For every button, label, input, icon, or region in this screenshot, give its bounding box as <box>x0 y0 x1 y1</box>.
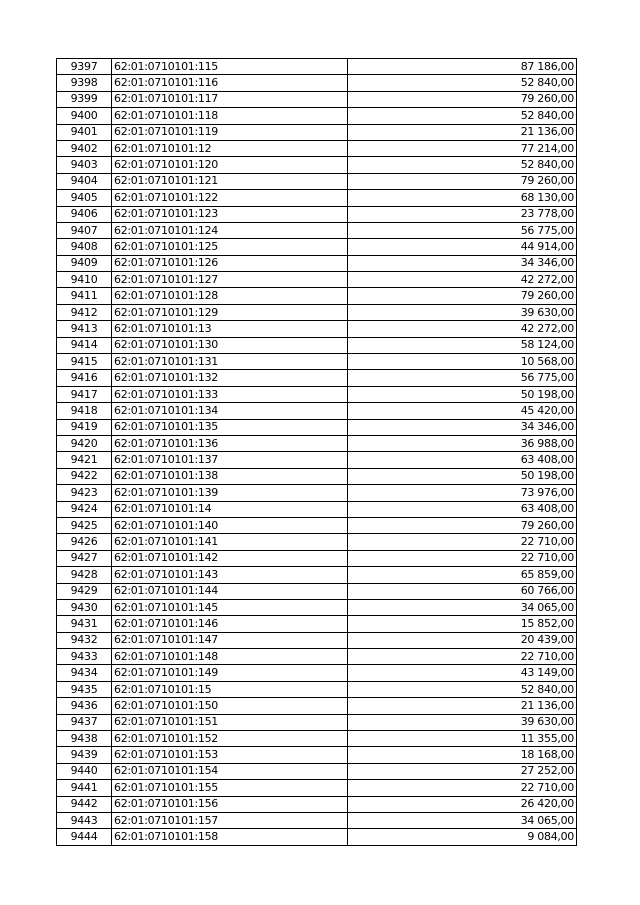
table-row <box>57 812 577 828</box>
row-number-cell: 9418 <box>57 403 112 419</box>
table-row <box>57 829 577 845</box>
cadastral-value-cell: 79 260,00 <box>348 288 577 304</box>
cadastral-value-cell: 52 840,00 <box>348 75 577 91</box>
cadastral-number-cell: 62:01:0710101:134 <box>112 403 348 419</box>
cadastral-number-cell: 62:01:0710101:126 <box>112 255 348 271</box>
table-row <box>57 649 577 665</box>
table-row <box>57 583 577 599</box>
cadastral-value-cell: 21 136,00 <box>348 698 577 714</box>
cadastral-number-cell: 62:01:0710101:136 <box>112 435 348 451</box>
row-number-cell: 9408 <box>57 239 112 255</box>
cadastral-number-cell: 62:01:0710101:137 <box>112 452 348 468</box>
row-number-cell: 9401 <box>57 124 112 140</box>
cadastral-value-cell: 44 914,00 <box>348 239 577 255</box>
cadastral-number-cell: 62:01:0710101:142 <box>112 550 348 566</box>
table-row <box>57 173 577 189</box>
table-row <box>57 288 577 304</box>
cadastral-number-cell: 62:01:0710101:144 <box>112 583 348 599</box>
row-number-cell: 9428 <box>57 567 112 583</box>
table-body <box>57 59 577 846</box>
cadastral-number-cell: 62:01:0710101:122 <box>112 190 348 206</box>
row-number-cell: 9444 <box>57 829 112 845</box>
table-row <box>57 485 577 501</box>
table-row <box>57 517 577 533</box>
table-row <box>57 747 577 763</box>
row-number-cell: 9441 <box>57 780 112 796</box>
cadastral-number-cell: 62:01:0710101:140 <box>112 517 348 533</box>
table-row <box>57 140 577 156</box>
cadastral-value-cell: 22 710,00 <box>348 534 577 550</box>
table-row <box>57 567 577 583</box>
table-row <box>57 468 577 484</box>
table-row <box>57 190 577 206</box>
cadastral-value-cell: 50 198,00 <box>348 386 577 402</box>
table-row <box>57 321 577 337</box>
row-number-cell: 9440 <box>57 763 112 779</box>
cadastral-number-cell: 62:01:0710101:128 <box>112 288 348 304</box>
row-number-cell: 9426 <box>57 534 112 550</box>
cadastral-value-cell: 27 252,00 <box>348 763 577 779</box>
cadastral-value-cell: 22 710,00 <box>348 780 577 796</box>
cadastral-value-cell: 60 766,00 <box>348 583 577 599</box>
row-number-cell: 9406 <box>57 206 112 222</box>
cadastral-number-cell: 62:01:0710101:116 <box>112 75 348 91</box>
cadastral-value-cell: 34 346,00 <box>348 419 577 435</box>
cadastral-number-cell: 62:01:0710101:138 <box>112 468 348 484</box>
table-row <box>57 370 577 386</box>
table-row <box>57 337 577 353</box>
cadastral-number-cell: 62:01:0710101:139 <box>112 485 348 501</box>
row-number-cell: 9403 <box>57 157 112 173</box>
cadastral-value-cell: 79 260,00 <box>348 173 577 189</box>
cadastral-number-cell: 62:01:0710101:153 <box>112 747 348 763</box>
row-number-cell: 9397 <box>57 59 112 75</box>
cadastral-number-cell: 62:01:0710101:135 <box>112 419 348 435</box>
table-row <box>57 714 577 730</box>
cadastral-number-cell: 62:01:0710101:131 <box>112 354 348 370</box>
table-row <box>57 75 577 91</box>
cadastral-value-cell: 63 408,00 <box>348 501 577 517</box>
cadastral-value-cell: 87 186,00 <box>348 59 577 75</box>
cadastral-number-cell: 62:01:0710101:125 <box>112 239 348 255</box>
table-row <box>57 386 577 402</box>
cadastral-number-cell: 62:01:0710101:158 <box>112 829 348 845</box>
row-number-cell: 9432 <box>57 632 112 648</box>
row-number-cell: 9424 <box>57 501 112 517</box>
cadastral-number-cell: 62:01:0710101:155 <box>112 780 348 796</box>
cadastral-number-cell: 62:01:0710101:117 <box>112 91 348 107</box>
row-number-cell: 9404 <box>57 173 112 189</box>
row-number-cell: 9429 <box>57 583 112 599</box>
cadastral-value-cell: 45 420,00 <box>348 403 577 419</box>
table-row <box>57 616 577 632</box>
row-number-cell: 9400 <box>57 108 112 124</box>
table-row <box>57 681 577 697</box>
cadastral-value-cell: 77 214,00 <box>348 140 577 156</box>
cadastral-value-cell: 36 988,00 <box>348 435 577 451</box>
row-number-cell: 9405 <box>57 190 112 206</box>
cadastral-number-cell: 62:01:0710101:119 <box>112 124 348 140</box>
cadastral-value-cell: 10 568,00 <box>348 354 577 370</box>
table-row <box>57 419 577 435</box>
cadastral-number-cell: 62:01:0710101:154 <box>112 763 348 779</box>
cadastral-value-cell: 68 130,00 <box>348 190 577 206</box>
cadastral-value-cell: 58 124,00 <box>348 337 577 353</box>
cadastral-value-cell: 39 630,00 <box>348 714 577 730</box>
cadastral-number-cell: 62:01:0710101:143 <box>112 567 348 583</box>
cadastral-number-cell: 62:01:0710101:151 <box>112 714 348 730</box>
cadastral-number-cell: 62:01:0710101:121 <box>112 173 348 189</box>
table-row <box>57 239 577 255</box>
cadastral-number-cell: 62:01:0710101:124 <box>112 222 348 238</box>
table-row <box>57 403 577 419</box>
table-row <box>57 59 577 75</box>
cadastral-number-cell: 62:01:0710101:150 <box>112 698 348 714</box>
table-row <box>57 435 577 451</box>
cadastral-value-cell: 21 136,00 <box>348 124 577 140</box>
cadastral-value-cell: 34 346,00 <box>348 255 577 271</box>
cadastral-value-cell: 23 778,00 <box>348 206 577 222</box>
cadastral-number-cell: 62:01:0710101:13 <box>112 321 348 337</box>
row-number-cell: 9421 <box>57 452 112 468</box>
cadastral-value-cell: 22 710,00 <box>348 550 577 566</box>
cadastral-number-cell: 62:01:0710101:152 <box>112 731 348 747</box>
cadastral-value-cell: 18 168,00 <box>348 747 577 763</box>
cadastral-number-cell: 62:01:0710101:12 <box>112 140 348 156</box>
row-number-cell: 9423 <box>57 485 112 501</box>
row-number-cell: 9443 <box>57 812 112 828</box>
row-number-cell: 9402 <box>57 140 112 156</box>
row-number-cell: 9442 <box>57 796 112 812</box>
table-row <box>57 452 577 468</box>
cadastral-number-cell: 62:01:0710101:118 <box>112 108 348 124</box>
cadastral-value-cell: 22 710,00 <box>348 649 577 665</box>
row-number-cell: 9433 <box>57 649 112 665</box>
row-number-cell: 9417 <box>57 386 112 402</box>
table-row <box>57 665 577 681</box>
row-number-cell: 9416 <box>57 370 112 386</box>
row-number-cell: 9435 <box>57 681 112 697</box>
cadastral-number-cell: 62:01:0710101:15 <box>112 681 348 697</box>
cadastral-value-cell: 52 840,00 <box>348 108 577 124</box>
table-row <box>57 255 577 271</box>
table-row <box>57 108 577 124</box>
table-row <box>57 222 577 238</box>
row-number-cell: 9430 <box>57 599 112 615</box>
table-row <box>57 206 577 222</box>
cadastral-number-cell: 62:01:0710101:120 <box>112 157 348 173</box>
cadastral-value-cell: 15 852,00 <box>348 616 577 632</box>
cadastral-number-cell: 62:01:0710101:148 <box>112 649 348 665</box>
table-row <box>57 272 577 288</box>
cadastral-number-cell: 62:01:0710101:129 <box>112 304 348 320</box>
table-row <box>57 599 577 615</box>
row-number-cell: 9413 <box>57 321 112 337</box>
cadastral-number-cell: 62:01:0710101:156 <box>112 796 348 812</box>
cadastral-value-cell: 63 408,00 <box>348 452 577 468</box>
row-number-cell: 9409 <box>57 255 112 271</box>
cadastral-number-cell: 62:01:0710101:14 <box>112 501 348 517</box>
table-row <box>57 354 577 370</box>
table-row <box>57 796 577 812</box>
row-number-cell: 9410 <box>57 272 112 288</box>
cadastral-value-cell: 56 775,00 <box>348 370 577 386</box>
row-number-cell: 9420 <box>57 435 112 451</box>
row-number-cell: 9437 <box>57 714 112 730</box>
cadastral-number-cell: 62:01:0710101:141 <box>112 534 348 550</box>
cadastral-number-cell: 62:01:0710101:127 <box>112 272 348 288</box>
cadastral-value-cell: 56 775,00 <box>348 222 577 238</box>
row-number-cell: 9415 <box>57 354 112 370</box>
cadastral-value-cell: 26 420,00 <box>348 796 577 812</box>
row-number-cell: 9439 <box>57 747 112 763</box>
table-row <box>57 91 577 107</box>
cadastral-number-cell: 62:01:0710101:149 <box>112 665 348 681</box>
row-number-cell: 9438 <box>57 731 112 747</box>
table-row <box>57 304 577 320</box>
cadastral-number-cell: 62:01:0710101:115 <box>112 59 348 75</box>
table-row <box>57 124 577 140</box>
cadastral-number-cell: 62:01:0710101:130 <box>112 337 348 353</box>
cadastral-value-cell: 65 859,00 <box>348 567 577 583</box>
row-number-cell: 9419 <box>57 419 112 435</box>
cadastral-value-cell: 20 439,00 <box>348 632 577 648</box>
cadastral-value-cell: 34 065,00 <box>348 812 577 828</box>
row-number-cell: 9407 <box>57 222 112 238</box>
table-row <box>57 157 577 173</box>
table-row <box>57 731 577 747</box>
cadastral-value-cell: 50 198,00 <box>348 468 577 484</box>
cadastral-value-cell: 42 272,00 <box>348 321 577 337</box>
cadastral-value-cell: 79 260,00 <box>348 91 577 107</box>
cadastral-number-cell: 62:01:0710101:132 <box>112 370 348 386</box>
cadastral-number-cell: 62:01:0710101:157 <box>112 812 348 828</box>
cadastral-value-cell: 39 630,00 <box>348 304 577 320</box>
cadastral-value-cell: 43 149,00 <box>348 665 577 681</box>
cadastral-number-cell: 62:01:0710101:147 <box>112 632 348 648</box>
cadastral-value-table <box>56 58 577 846</box>
row-number-cell: 9436 <box>57 698 112 714</box>
cadastral-number-cell: 62:01:0710101:146 <box>112 616 348 632</box>
cadastral-value-cell: 42 272,00 <box>348 272 577 288</box>
cadastral-value-cell: 52 840,00 <box>348 681 577 697</box>
cadastral-value-cell: 9 084,00 <box>348 829 577 845</box>
row-number-cell: 9398 <box>57 75 112 91</box>
table-row <box>57 780 577 796</box>
cadastral-number-cell: 62:01:0710101:123 <box>112 206 348 222</box>
row-number-cell: 9434 <box>57 665 112 681</box>
cadastral-value-cell: 73 976,00 <box>348 485 577 501</box>
table-row <box>57 698 577 714</box>
cadastral-value-cell: 79 260,00 <box>348 517 577 533</box>
table-row <box>57 632 577 648</box>
table-row <box>57 501 577 517</box>
row-number-cell: 9425 <box>57 517 112 533</box>
row-number-cell: 9414 <box>57 337 112 353</box>
row-number-cell: 9412 <box>57 304 112 320</box>
row-number-cell: 9431 <box>57 616 112 632</box>
cadastral-value-cell: 34 065,00 <box>348 599 577 615</box>
row-number-cell: 9427 <box>57 550 112 566</box>
table-row <box>57 763 577 779</box>
cadastral-number-cell: 62:01:0710101:133 <box>112 386 348 402</box>
cadastral-number-cell: 62:01:0710101:145 <box>112 599 348 615</box>
row-number-cell: 9411 <box>57 288 112 304</box>
table-row <box>57 534 577 550</box>
row-number-cell: 9422 <box>57 468 112 484</box>
cadastral-value-cell: 52 840,00 <box>348 157 577 173</box>
cadastral-value-cell: 11 355,00 <box>348 731 577 747</box>
table-row <box>57 550 577 566</box>
row-number-cell: 9399 <box>57 91 112 107</box>
